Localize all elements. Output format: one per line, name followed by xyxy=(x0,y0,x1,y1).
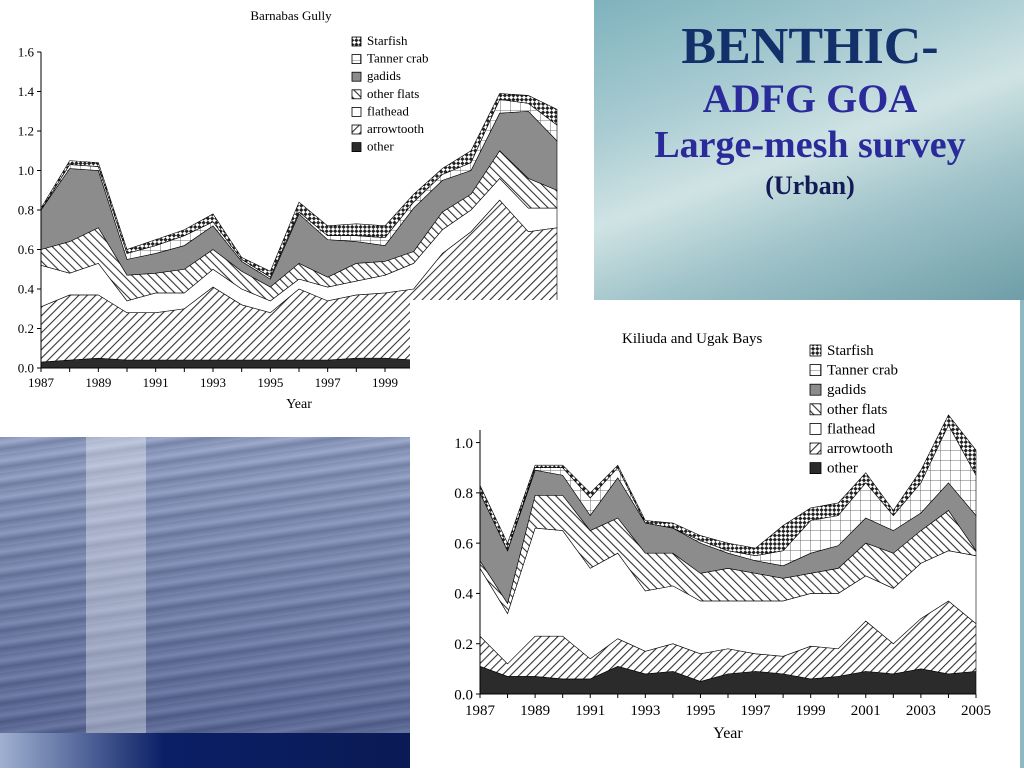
y-tick-label: 0.0 xyxy=(454,687,473,704)
kiliuda-ugak-chart xyxy=(410,300,1020,768)
decorative-bottom-strip xyxy=(0,733,410,768)
legend-swatch-other xyxy=(810,463,821,474)
legend-label-other-flats: other flats xyxy=(827,401,888,418)
x-tick-label: 1995 xyxy=(257,375,284,390)
chart-title: Barnabas Gully xyxy=(250,8,332,23)
legend-label-other: other xyxy=(827,460,858,477)
y-tick-label: 0.8 xyxy=(454,486,473,503)
x-tick-label: 1989 xyxy=(85,375,112,390)
legend xyxy=(810,343,898,477)
y-tick-label: 0.2 xyxy=(17,321,34,337)
legend-swatch-starfish xyxy=(810,345,821,356)
x-tick-label: 1987 xyxy=(465,703,495,719)
y-tick-label: 0.8 xyxy=(17,202,34,218)
y-tick-label: 1.6 xyxy=(17,44,34,60)
legend-label-other: other xyxy=(367,138,394,154)
legend-label-arrowtooth: arrowtooth xyxy=(827,441,893,457)
x-axis-label: Year xyxy=(713,725,743,742)
legend-swatch-gadids xyxy=(352,72,361,81)
legend-swatch-gadids xyxy=(810,384,821,395)
y-tick-label: 0.4 xyxy=(17,281,34,297)
legend-label-gadids: gadids xyxy=(827,382,867,399)
legend-swatch-tanner-crab xyxy=(352,55,361,64)
y-tick-label: 0.6 xyxy=(17,242,34,258)
legend-swatch-flathead xyxy=(810,423,821,434)
x-tick-label: 1997 xyxy=(740,703,771,719)
legend-swatch-tanner-crab xyxy=(810,365,821,376)
chart-panel-kiliuda xyxy=(410,300,1020,768)
x-tick-label: 2003 xyxy=(905,703,936,719)
y-tick-label: 1.0 xyxy=(17,163,34,179)
x-tick-label: 1989 xyxy=(520,703,551,719)
legend-swatch-other xyxy=(352,143,361,152)
y-tick-label: 1.0 xyxy=(454,435,473,452)
title-benthic: BENTHIC- xyxy=(681,18,939,75)
title-large-mesh-survey: Large-mesh survey xyxy=(654,124,966,166)
x-tick-label: 1997 xyxy=(314,375,341,390)
x-tick-label: 1987 xyxy=(28,375,54,390)
legend-label-starfish: Starfish xyxy=(367,33,408,48)
legend-label-tanner-crab: Tanner crab xyxy=(827,362,898,379)
legend-swatch-arrowtooth xyxy=(810,443,821,454)
title-adfg-goa: ADFG GOA xyxy=(702,76,918,121)
y-tick-label: 1.4 xyxy=(17,84,34,100)
legend-swatch-flathead xyxy=(352,107,361,116)
x-axis-label: Year xyxy=(286,397,312,412)
decorative-light-bar xyxy=(86,437,146,733)
y-tick-label: 1.2 xyxy=(17,123,34,139)
legend-label-starfish: Starfish xyxy=(827,343,874,359)
x-tick-label: 2005 xyxy=(961,703,991,719)
legend-label-flathead: flathead xyxy=(367,103,409,119)
legend-swatch-other-flats xyxy=(352,90,361,99)
legend xyxy=(352,33,429,154)
x-tick-label: 1999 xyxy=(372,375,398,390)
x-tick-label: 1995 xyxy=(685,703,716,719)
x-tick-label: 1999 xyxy=(795,703,826,719)
x-tick-label: 1993 xyxy=(630,703,661,719)
legend-label-other-flats: other flats xyxy=(367,85,420,101)
y-tick-label: 0.2 xyxy=(454,636,473,653)
legend-label-arrowtooth: arrowtooth xyxy=(367,121,425,136)
sea-background-shade xyxy=(0,437,410,768)
x-tick-label: 1991 xyxy=(575,703,606,719)
x-tick-label: 1991 xyxy=(142,375,169,390)
legend-label-flathead: flathead xyxy=(827,421,876,438)
legend-swatch-starfish xyxy=(352,37,361,46)
legend-label-gadids: gadids xyxy=(367,68,401,84)
chart-title: Kiliuda and Ugak Bays xyxy=(622,331,763,347)
y-tick-label: 0.0 xyxy=(17,360,34,376)
y-tick-label: 0.6 xyxy=(454,536,473,553)
x-tick-label: 2001 xyxy=(850,703,881,719)
area-series-group xyxy=(480,415,976,694)
legend-swatch-other-flats xyxy=(810,404,821,415)
slide-title xyxy=(600,18,1020,204)
decorative-right-strip xyxy=(1020,300,1024,768)
legend-label-tanner-crab: Tanner crab xyxy=(367,50,429,66)
y-tick-label: 0.4 xyxy=(454,586,473,603)
x-tick-label: 1993 xyxy=(200,375,226,390)
legend-swatch-arrowtooth xyxy=(352,125,361,134)
title-author: (Urban) xyxy=(765,171,855,200)
